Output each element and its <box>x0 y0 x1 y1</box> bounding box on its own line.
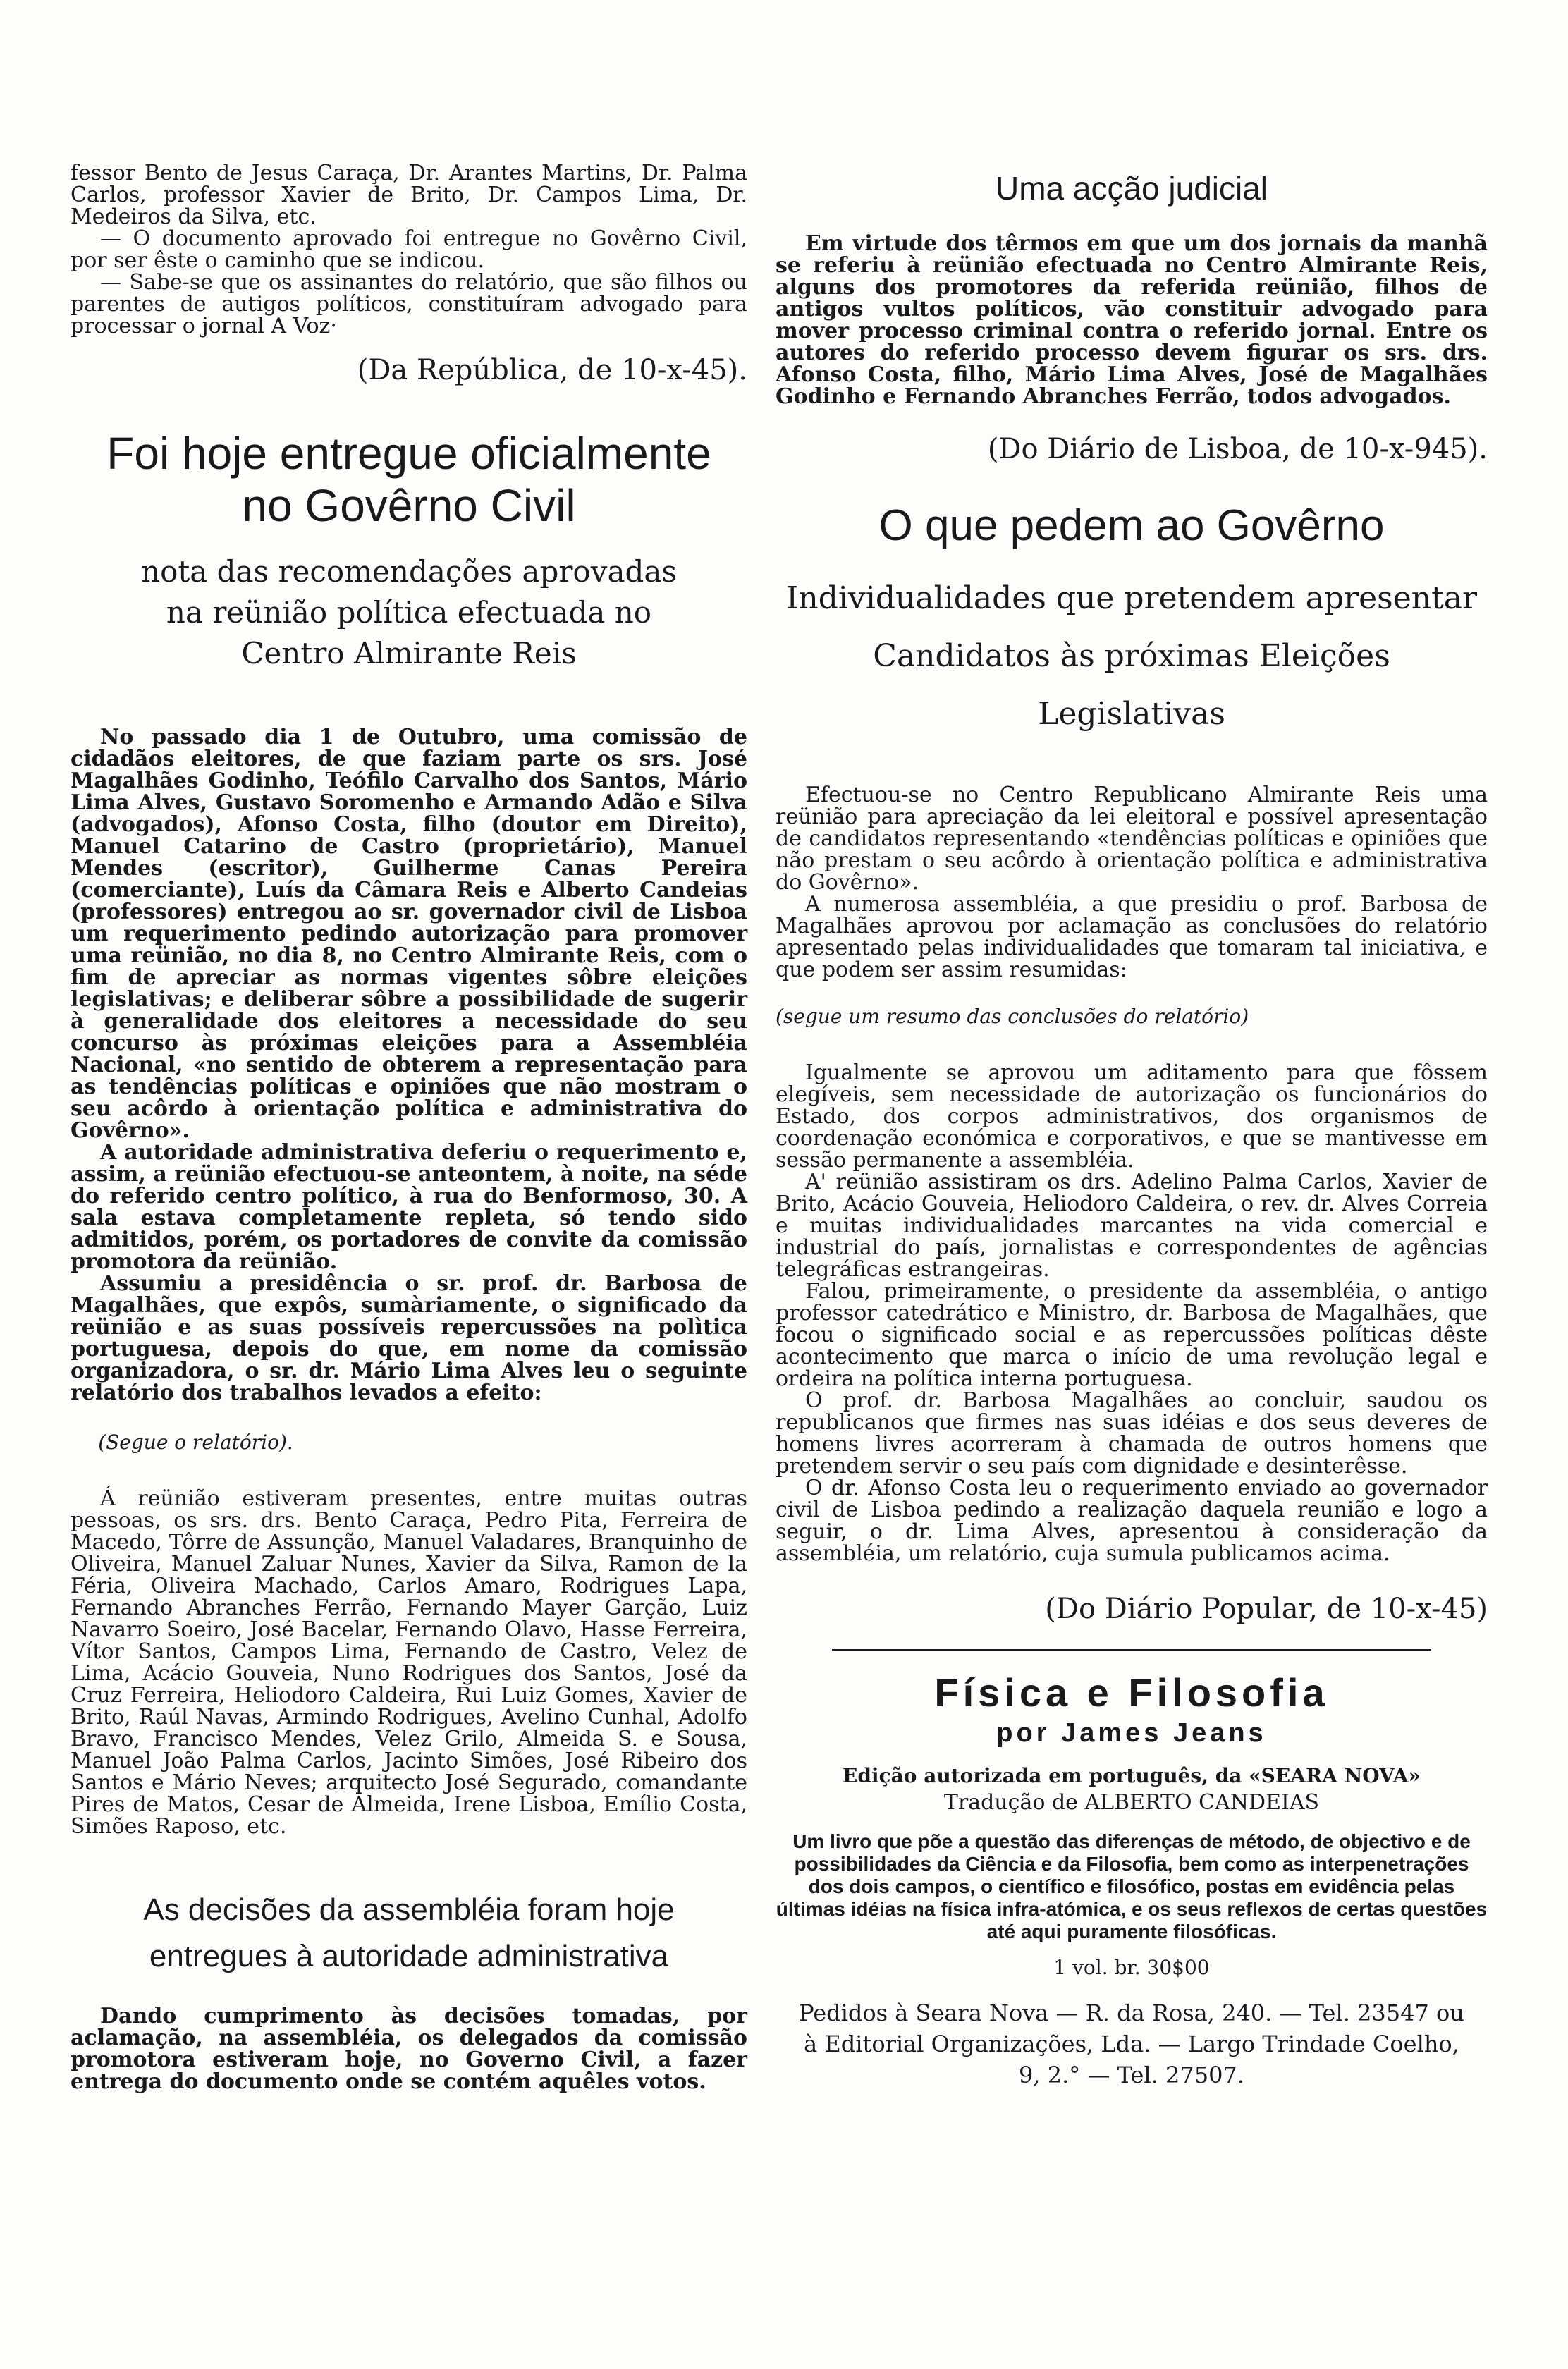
advert-translation: Tradução de ALBERTO CANDEIAS <box>943 1790 1320 1815</box>
article-paragraph-1: No passado dia 1 de Outubro, uma comissão de cidadãos eleitores, de que faziam parte os srs. José Magalhães Godinho, Teófilo Carvalho dos Santos, Mário Lima Alves, Gustavo Soromenho e Armando Adão e Silva (advogados), Afonso Costa, filho (doutor em Direito), Manuel Catarino de Castro (proprietário), Manuel Mendes (escritor), Guilherme Canas Pereira (comerciante), Luís da Câmara Reis e Alberto Candeias (professores) entregou ao sr. governador civil de Lisboa um requerimento pedindo autorização para promover uma reünião, no dia 8, no Centro Almirante Reis, com o fim de apreciar as normas vigentes sôbre eleições legislativas; e deliberar sôbre a possibilidade de sugerir à generalidade dos eleitores a necessidade do seu concurso às próximas eleições para a Assembléia Nacional, «no sentido de obterem a representação para as tendências políticas e opiniões que não mostram o seu acôrdo à orientação política e administrativa do Govêrno». <box>71 725 747 1143</box>
right-column <box>776 0 1488 2091</box>
advert-price: 1 vol. br. 30$00 <box>1053 1956 1210 1979</box>
article-entregue-oficialmente <box>71 427 747 1837</box>
editorial-note: (segue um resumo das conclusões do relatório) <box>776 1005 1249 1028</box>
article-paragraph-1: Dando cumprimento às decisões tomadas, por aclamação, na assembléia, os delegados da comissão promotora estiveram hoje, no Governo Civil, a fazer entrega do documento onde se contém aquêles votos. <box>71 2004 747 2094</box>
source-diario-popular: (Do Diário Popular, de 10-x-45) <box>1045 1593 1488 1625</box>
attendees-paragraph: Á reünião estiveram presentes, entre muitas outras pessoas, os srs. drs. Bento Caraça, Pedro Pita, Ferreira de Macedo, Tôrre de Assunção, Manuel Valadares, Branquinho de Oliveira, Manuel Zaluar Nunes, Xavier da Silva, Ramon de la Féria, Oliveira Machado, Carlos Amaro, Rodrigues Lapa, Fernando Abranches Ferrão, Fernando Mayer Garção, Luiz Navarro Soeiro, José Bacelar, Fernando Olavo, Hasse Ferreira, Vítor Santos, Campos Lima, Fernando de Castro, Velez de Lima, Acácio Gouveia, Nuno Rodrigues dos Santos, José da Cruz Ferreira, Heliodoro Caldeira, Rui Luiz Gomes, Xavier de Brito, Raúl Navas, Armindo Rodrigues, Avelino Cunhal, Adolfo Bravo, Francisco Mendes, Velez Grilo, Almeida S. e Sousa, Manuel João Palma Carlos, Jacinto Simões, José Ribeiro dos Santos e Mário Neves; arquitecto José Segurado, comandante Pires de Matos, Cesar de Almeida, Irene Lisboa, Emílio Costa, Simões Raposo, etc. <box>71 1486 747 1839</box>
article-o-que-pedem <box>776 501 1488 1625</box>
article-title: Foi hoje entregue oficialmente no Govêrno Civil <box>106 428 711 531</box>
advert-orders: Pedidos à Seara Nova — R. da Rosa, 240. — Tel. 23547 ou à Editorial Organizações, Lda. — Largo Trindade Coelho, 9, 2.° — Tel. 27507. <box>799 2000 1464 2088</box>
article-decisoes <box>71 1887 747 2093</box>
article-subtitle: Individualidades que pretendem apresentar Candidatos às próximas Eleições Legislativas <box>785 580 1478 732</box>
article-paragraph-7: O dr. Afonso Costa leu o requerimento enviado ao governador civil de Lisboa pedindo a realização daquela reunião e logo a seguir, o dr. Lima Alves, apresentou à consideração da assembléia, um relatório, cuja sumula publicamos acima. <box>776 1476 1488 1566</box>
article-paragraph-1: Efectuou-se no Centro Republicano Almirante Reis uma reünião para apreciação da lei eleitoral e possível apresentação de candidatos representando «tendências políticas e opiniões que não prestam o seu acôrdo à orientação política e administrativa do Govêrno». <box>776 783 1488 895</box>
article-accao-judicial <box>776 169 1488 465</box>
article-title: As decisões da assembléia foram hoje entregues à autoridade administrativa <box>143 1892 675 1973</box>
continued-paragraph-2: — O documento aprovado foi entregue no Govêrno Civil, por ser êste o caminho que se indicou. <box>71 226 747 273</box>
advert-blurb: Um livro que põe a questão das diferenças de método, de objectivo e de possibilidades da Ciência e da Filosofia, bem como as interpenetrações dos dois campos, o científico e filosófico, postas em evidência pelas últimas idéias na física infra-atómica, e os seus reflexos de certas questões até aqui puramente filosóficas. <box>776 1830 1488 1942</box>
article-paragraph-2: A autoridade administrativa deferiu o requerimento e, assim, a reünião efectuou-se anteontem, à noite, na séde do referido centro político, à rua do Benformoso, 30. A sala estava completamente repleta, só tendo sido admitidos, porém, os portadores de convite da comissão promotora da reünião. <box>71 1140 747 1274</box>
left-column <box>71 0 747 2093</box>
article-subtitle: nota das recomendações aprovadas na reünião política efectuada no Centro Almirante Reis <box>141 554 677 671</box>
article-paragraph-6: O prof. dr. Barbosa Magalhães ao concluir, saudou os republicanos que firmes nas suas idéias e dos seus deveres de homens livres acorreram à chamada de outros homens que pretendem servir o seu país com dignidade e desinterêsse. <box>776 1388 1488 1479</box>
advert-author: por James Jeans <box>996 1718 1267 1748</box>
advert-divider <box>832 1649 1431 1651</box>
article-paragraph-1: Em virtude dos têrmos em que um dos jornais da manhã se referiu à reünião efectuada no Centro Almirante Reis, alguns dos promotores da referida reünião, filhos de antigos vultos políticos, vão constituir advogado para mover processo criminal contra o referido jornal. Entre os autores do referido processo devem figurar os srs. drs. Afonso Costa, filho, Mário Lima Alves, José de Magalhães Godinho e Fernando Abranches Ferrão, todos advogados. <box>776 231 1488 409</box>
source-diario-lisboa: (Do Diário de Lisboa, de 10-x-945). <box>987 433 1488 465</box>
article-paragraph-3: Assumiu a presidência o sr. prof. dr. Barbosa de Magalhães, que expôs, sumàriamente, o significado da reünião e as suas possíveis repercussões na polìtica portuguesa, depois do que, em nome da comissão organizadora, o sr. dr. Mário Lima Alves leu o seguinte relatório dos trabalhos levados a efeito: <box>71 1271 747 1405</box>
article-paragraph-3: Igualmente se aprovou um aditamento para que fôssem elegíveis, sem necessidade de autorização os funcionários do Estado, dos corpos administrativos, dos organismos de coordenação económica e corporativos, e que se mantivesse em sessão permanente a assembléia. <box>776 1060 1488 1173</box>
advert-title: Física e Filosofia <box>934 1670 1329 1715</box>
editorial-note: (Segue o relatório). <box>98 1431 293 1454</box>
article-paragraph-4: A' reünião assistiram os drs. Adelino Palma Carlos, Xavier de Brito, Acácio Gouveia, Heliodoro Caldeira, o rev. dr. Alves Correia e muitas individualidades marcantes na vida comercial e industrial do país, jornalistas e correspondentes de agências telegráficas estrangeiras. <box>776 1170 1488 1282</box>
source-republica: (Da República, de 10-x-45). <box>357 354 747 386</box>
article-paragraph-2: A numerosa assembléia, a que presidiu o prof. Barbosa de Magalhães aprovou por aclamação as conclusões do relatório apresentado pelas individualidades que tomaram tal iniciativa, e que podem ser assim resumidas: <box>776 892 1488 982</box>
advert-fisica-filosofia <box>776 1649 1488 2091</box>
continued-paragraph-3: — Sabe-se que os assinantes do relatório, que são filhos ou parentes de autigos políticos, constituíram advogado para processar o jornal A Voz· <box>71 270 747 338</box>
article-title: O que pedem ao Govêrno <box>878 501 1385 550</box>
article-title: Uma acção judicial <box>995 170 1268 207</box>
continued-paragraph: fessor Bento de Jesus Caraça, Dr. Arantes Martins, Dr. Palma Carlos, professor Xavier de Brito, Dr. Campos Lima, Dr. Medeiros da Silva, etc. <box>71 161 747 229</box>
advert-edition: Edição autorizada em português, da «SEARA NOVA» <box>843 1764 1421 1787</box>
article-paragraph-5: Falou, primeiramente, o presidente da assembléia, o antigo professor catedrático e Ministro, dr. Barbosa de Magalhães, que focou o significado social e as repercussões políticas dêste acontecimento que marca o início de uma revolução legal e ordeira na política interna portuguesa. <box>776 1279 1488 1391</box>
